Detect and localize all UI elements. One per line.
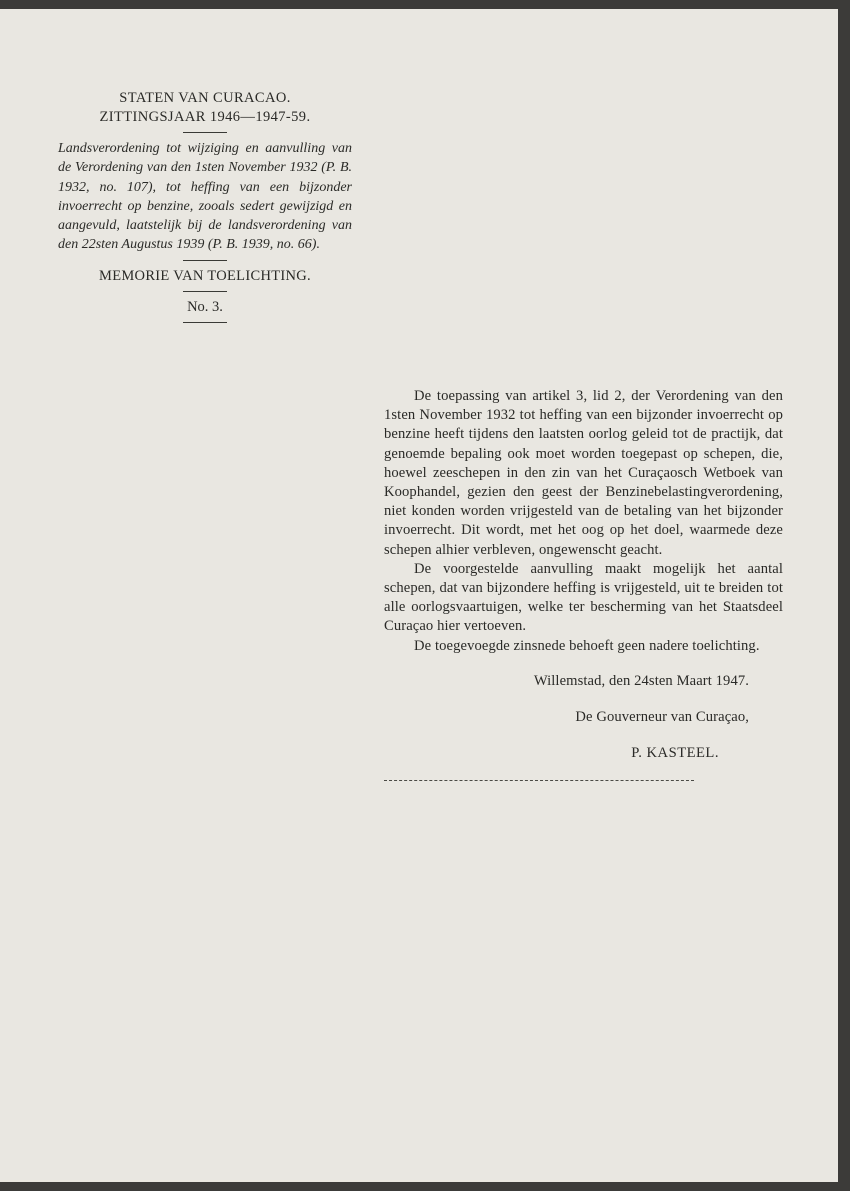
body-paragraph: De toegevoegde zinsnede behoeft geen nadere toelichting. <box>414 637 760 654</box>
signatory-name: P. KASTEEL. <box>631 745 719 762</box>
place-date: Willemstad, den 24sten Maart 1947. <box>533 672 749 689</box>
body-paragraph: De toepassing van artikel 3, lid 2, der Verordening van den 1sten November 1932 tot heffing van een bijzonder invoerrecht op benzine heeft tijdens den laatsten oorlog geleid tot de practijk, dat genoemde bepaling ook moet worden toegepast op schepen, die, hoewel zeeschepen in den zin van het Curaçaosch Wetboek van Koophandel, gezien den geest der Benzinebelastingverordening, niet konden worden vrijgesteld van de betaling van het bijzonder invoerrecht. Dit wordt, met het oog op het doel, waarmede deze schepen alhier verbleven, ongewenscht geacht. <box>384 388 783 558</box>
document-number: No. 3. <box>187 298 223 315</box>
body-column <box>384 387 783 781</box>
session-year: ZITTINGSJAAR 1946—1947-59. <box>99 109 311 125</box>
assembly-name: STATEN VAN CURACAO. <box>119 90 291 106</box>
ordinance-title: Landsverordening tot wijziging en aanvulling van de Verordening van den 1sten November 1932 (P. B. 1932, no. 107), tot heffing van een bijzonder invoerrecht op benzine, zooals sedert gewijzigd en aangevuld, laatstelijk bij de landsverordening van den 22sten Augustus 1939 (P. B. 1939, no. 66). <box>58 141 352 253</box>
heading-column <box>58 89 352 329</box>
signatory-office: De Gouverneur van Curaçao, <box>575 709 749 726</box>
section-title: MEMORIE VAN TOELICHTING. <box>99 267 311 284</box>
divider-rule <box>183 322 227 323</box>
divider-rule <box>183 132 227 133</box>
assembly-title <box>58 89 352 127</box>
document-page <box>0 9 838 1182</box>
body-paragraph: De voorgestelde aanvulling maakt mogelijk het aantal schepen, dat van bijzondere heffing is vrijgesteld, uit te breiden tot alle oorlogsvaartuigen, welke ter bescherming van het Staatsdeel Curaçao hier vertoeven. <box>384 560 783 635</box>
divider-rule <box>183 291 227 292</box>
divider-rule <box>183 260 227 261</box>
closing-rule <box>384 780 694 781</box>
